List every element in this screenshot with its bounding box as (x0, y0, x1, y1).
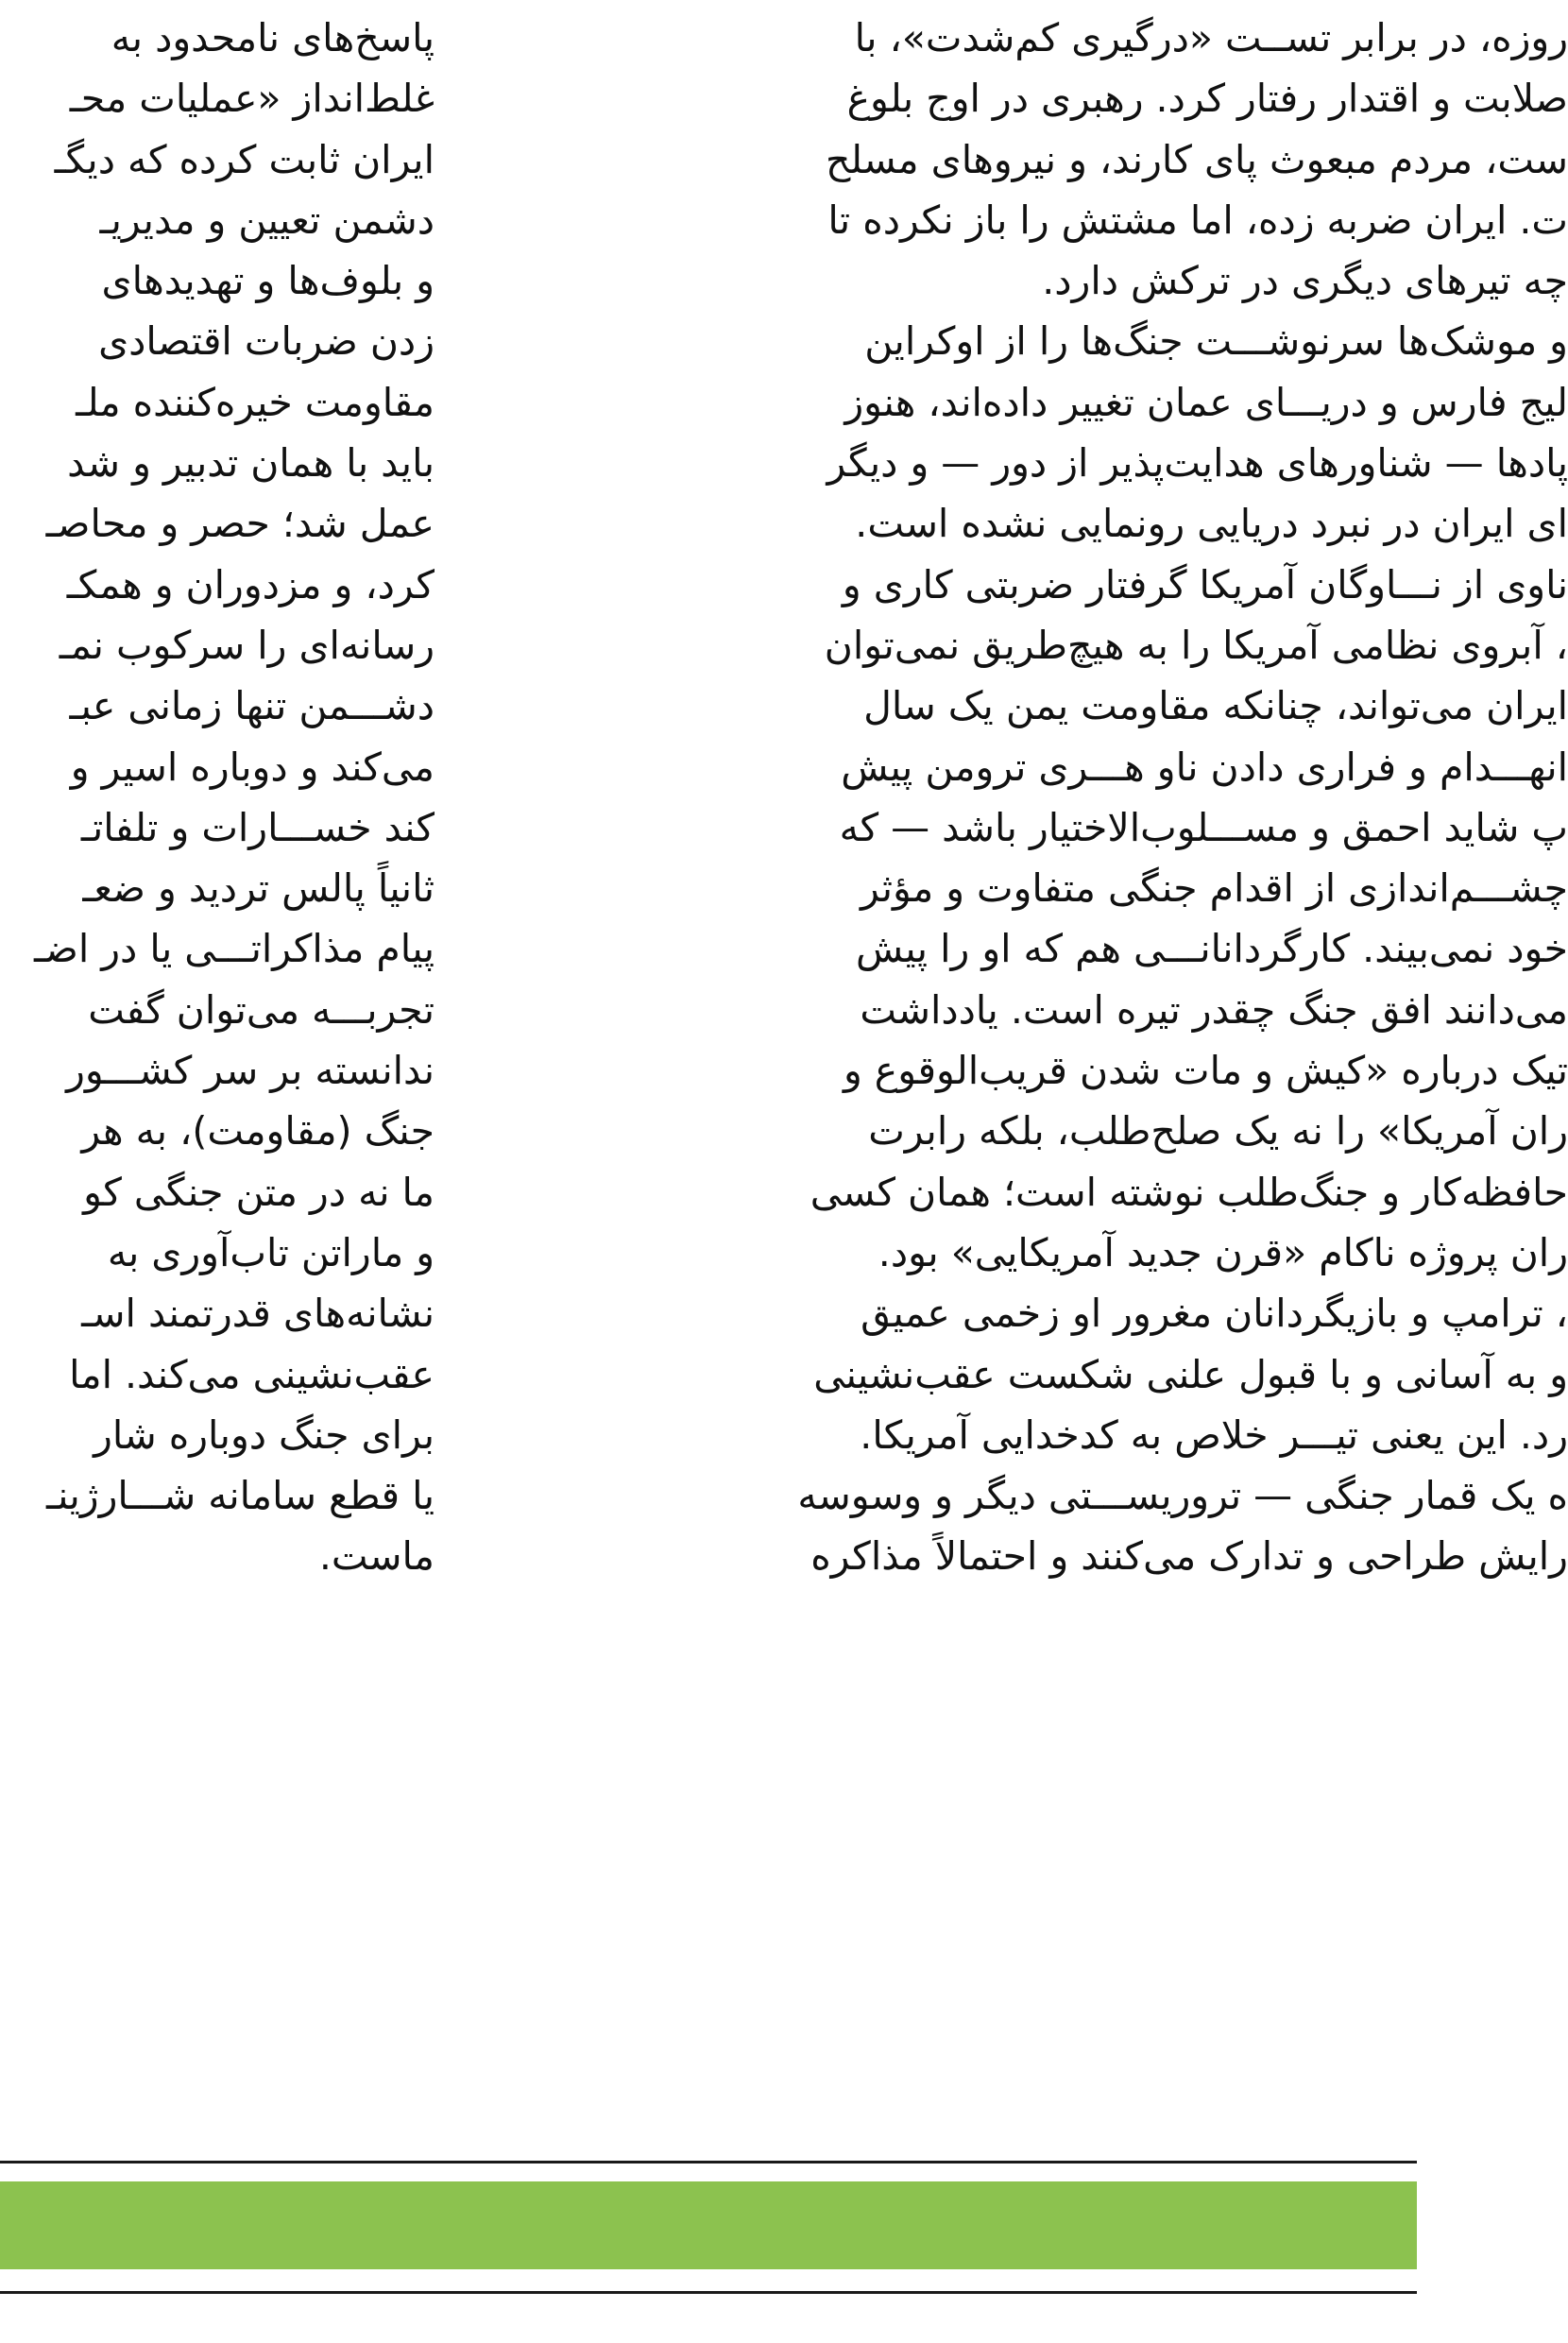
text-line: خود نمی‌بیند. کارگردانانـــی هم که او را پیش (856, 926, 1568, 972)
text-line: ران پروژه ناکام «قرن جدید آمریکایی» بود. (878, 1229, 1568, 1275)
text-line: ثانیاً پالس تردید و ضعـ (82, 865, 435, 912)
text-line: و به آسانی و با قبول علنی شکست عقب‌نشینی (813, 1351, 1568, 1397)
text-line: دشمن تعیین و مدیریـ (99, 197, 435, 243)
text-line: جنگ (مقاومت)، به هر (81, 1108, 435, 1154)
text-line: پادها — شناورهای هدایت‌پذیر از دور — و دیگر (827, 440, 1568, 487)
text-line: ای ایران در نبرد دریایی رونمایی نشده است. (855, 501, 1568, 547)
text-line: ماست. (318, 1533, 435, 1580)
text-line: چه تیرهای دیگری در ترکش دارد. (1042, 258, 1568, 304)
text-line: حافظه‌کار و جنگ‌طلب نوشته است؛ همان کسی (810, 1169, 1568, 1215)
text-line: ایران می‌تواند، چنانکه مقاومت یمن یک سال (863, 683, 1568, 729)
text-line: غلط‌انداز «عملیات محـ (69, 76, 435, 122)
text-line: رد. این یعنی تیـــر خلاص به کدخدایی آمریکا. (860, 1411, 1568, 1458)
text-line: می‌کند و دوباره اسیر و (70, 744, 435, 790)
text-line: مقاومت خیره‌کننده ملـ (76, 379, 435, 425)
footer-color-band (0, 2181, 1417, 2269)
text-line: ، ترامپ و بازیگردانان مغرور او زخمی عمیق (861, 1291, 1568, 1337)
text-line: ندانسته بر سر کشـــور (66, 1048, 435, 1094)
article-column-right (529, 0, 1568, 1587)
text-line: انهـــدام و فراری دادن ناو هـــری ترومن پیش (841, 744, 1568, 790)
divider-rule-bottom (0, 2291, 1417, 2294)
text-line: ، آبروی نظامی آمریکا را به هیچ‌طریق نمی‌توان (824, 622, 1568, 668)
text-line: پ شاید احمق و مســـلوب‌الاختیار باشد — که (839, 804, 1568, 850)
text-line: ما نه در متن جنگی کو (83, 1169, 435, 1215)
text-line: عمل شد؛ حصر و محاصـ (45, 501, 435, 547)
text-line: چشـــم‌اندازی از اقدام جنگی متفاوت و مؤثر (861, 865, 1568, 912)
text-line: ست، مردم مبعوث پای کارند، و نیروهای مسلح (826, 136, 1568, 182)
text-line: ه یک قمار جنگی — تروریســـتی دیگر و وسوسه (797, 1473, 1568, 1519)
text-line: برای جنگ دوباره شار (94, 1411, 435, 1458)
text-line: تجربـــه می‌توان گفت (88, 986, 435, 1033)
text-line: رسانه‌ای را سرکوب نمـ (59, 622, 435, 668)
divider-rule-top (0, 2161, 1417, 2163)
text-line: ران آمریکا» را نه یک صلح‌طلب، بلکه رابرت (868, 1108, 1568, 1154)
text-line: و موشک‌ها سرنوشـــت جنگ‌ها را از اوکراین (864, 318, 1568, 365)
text-line: نشانه‌های قدرتمند اسـ (81, 1291, 435, 1337)
text-line: لیج فارس و دریـــای عمان تغییر داده‌اند، هنوز (844, 379, 1568, 425)
text-line: تیک درباره «کیش و مات شدن قریب‌الوقوع و (843, 1048, 1568, 1094)
text-line: روزه، در برابر تســت «درگیری کم‌شدت»، با (854, 15, 1568, 60)
text-line: و ماراتن تاب‌آوری به (107, 1229, 435, 1275)
text-line: صلابت و اقتدار رفتار کرد. رهبری در اوج بلوغ (846, 76, 1568, 122)
text-line: یا قطع سامانه شـــارژینـ (45, 1473, 435, 1519)
text-line: و بلوف‌ها و تهدیدهای (101, 258, 435, 304)
article-column-left (0, 0, 435, 1587)
text-line: ناوی از نـــاوگان آمریکا گرفتار ضربتی کاری و (842, 561, 1568, 607)
text-line: کرد، و مزدوران و همکـ (66, 561, 435, 607)
text-line: کند خســـارات و تلفاتـ (80, 804, 435, 850)
text-line: زدن ضربات اقتصادی (98, 318, 435, 365)
text-line: ایران ثابت کرده که دیگـ (54, 136, 435, 182)
text-line: پاسخ‌های نامحدود به (111, 15, 435, 60)
text-line: ت. ایران ضربه زده، اما مشتش را باز نکرده تا (827, 197, 1568, 243)
text-line: رایش طراحی و تدارک می‌کنند و احتمالاً مذاکره (810, 1533, 1568, 1580)
text-line: دشـــمن تنها زمانی عبـ (69, 683, 435, 729)
text-line: می‌دانند افق جنگ چقدر تیره است. یادداشت (860, 986, 1568, 1033)
text-line: باید با همان تدبیر و شد (67, 440, 435, 487)
text-line: پیام مذاکراتـــی یا در اضـ (34, 926, 435, 972)
text-line: عقب‌نشینی می‌کند. اما (69, 1351, 435, 1397)
